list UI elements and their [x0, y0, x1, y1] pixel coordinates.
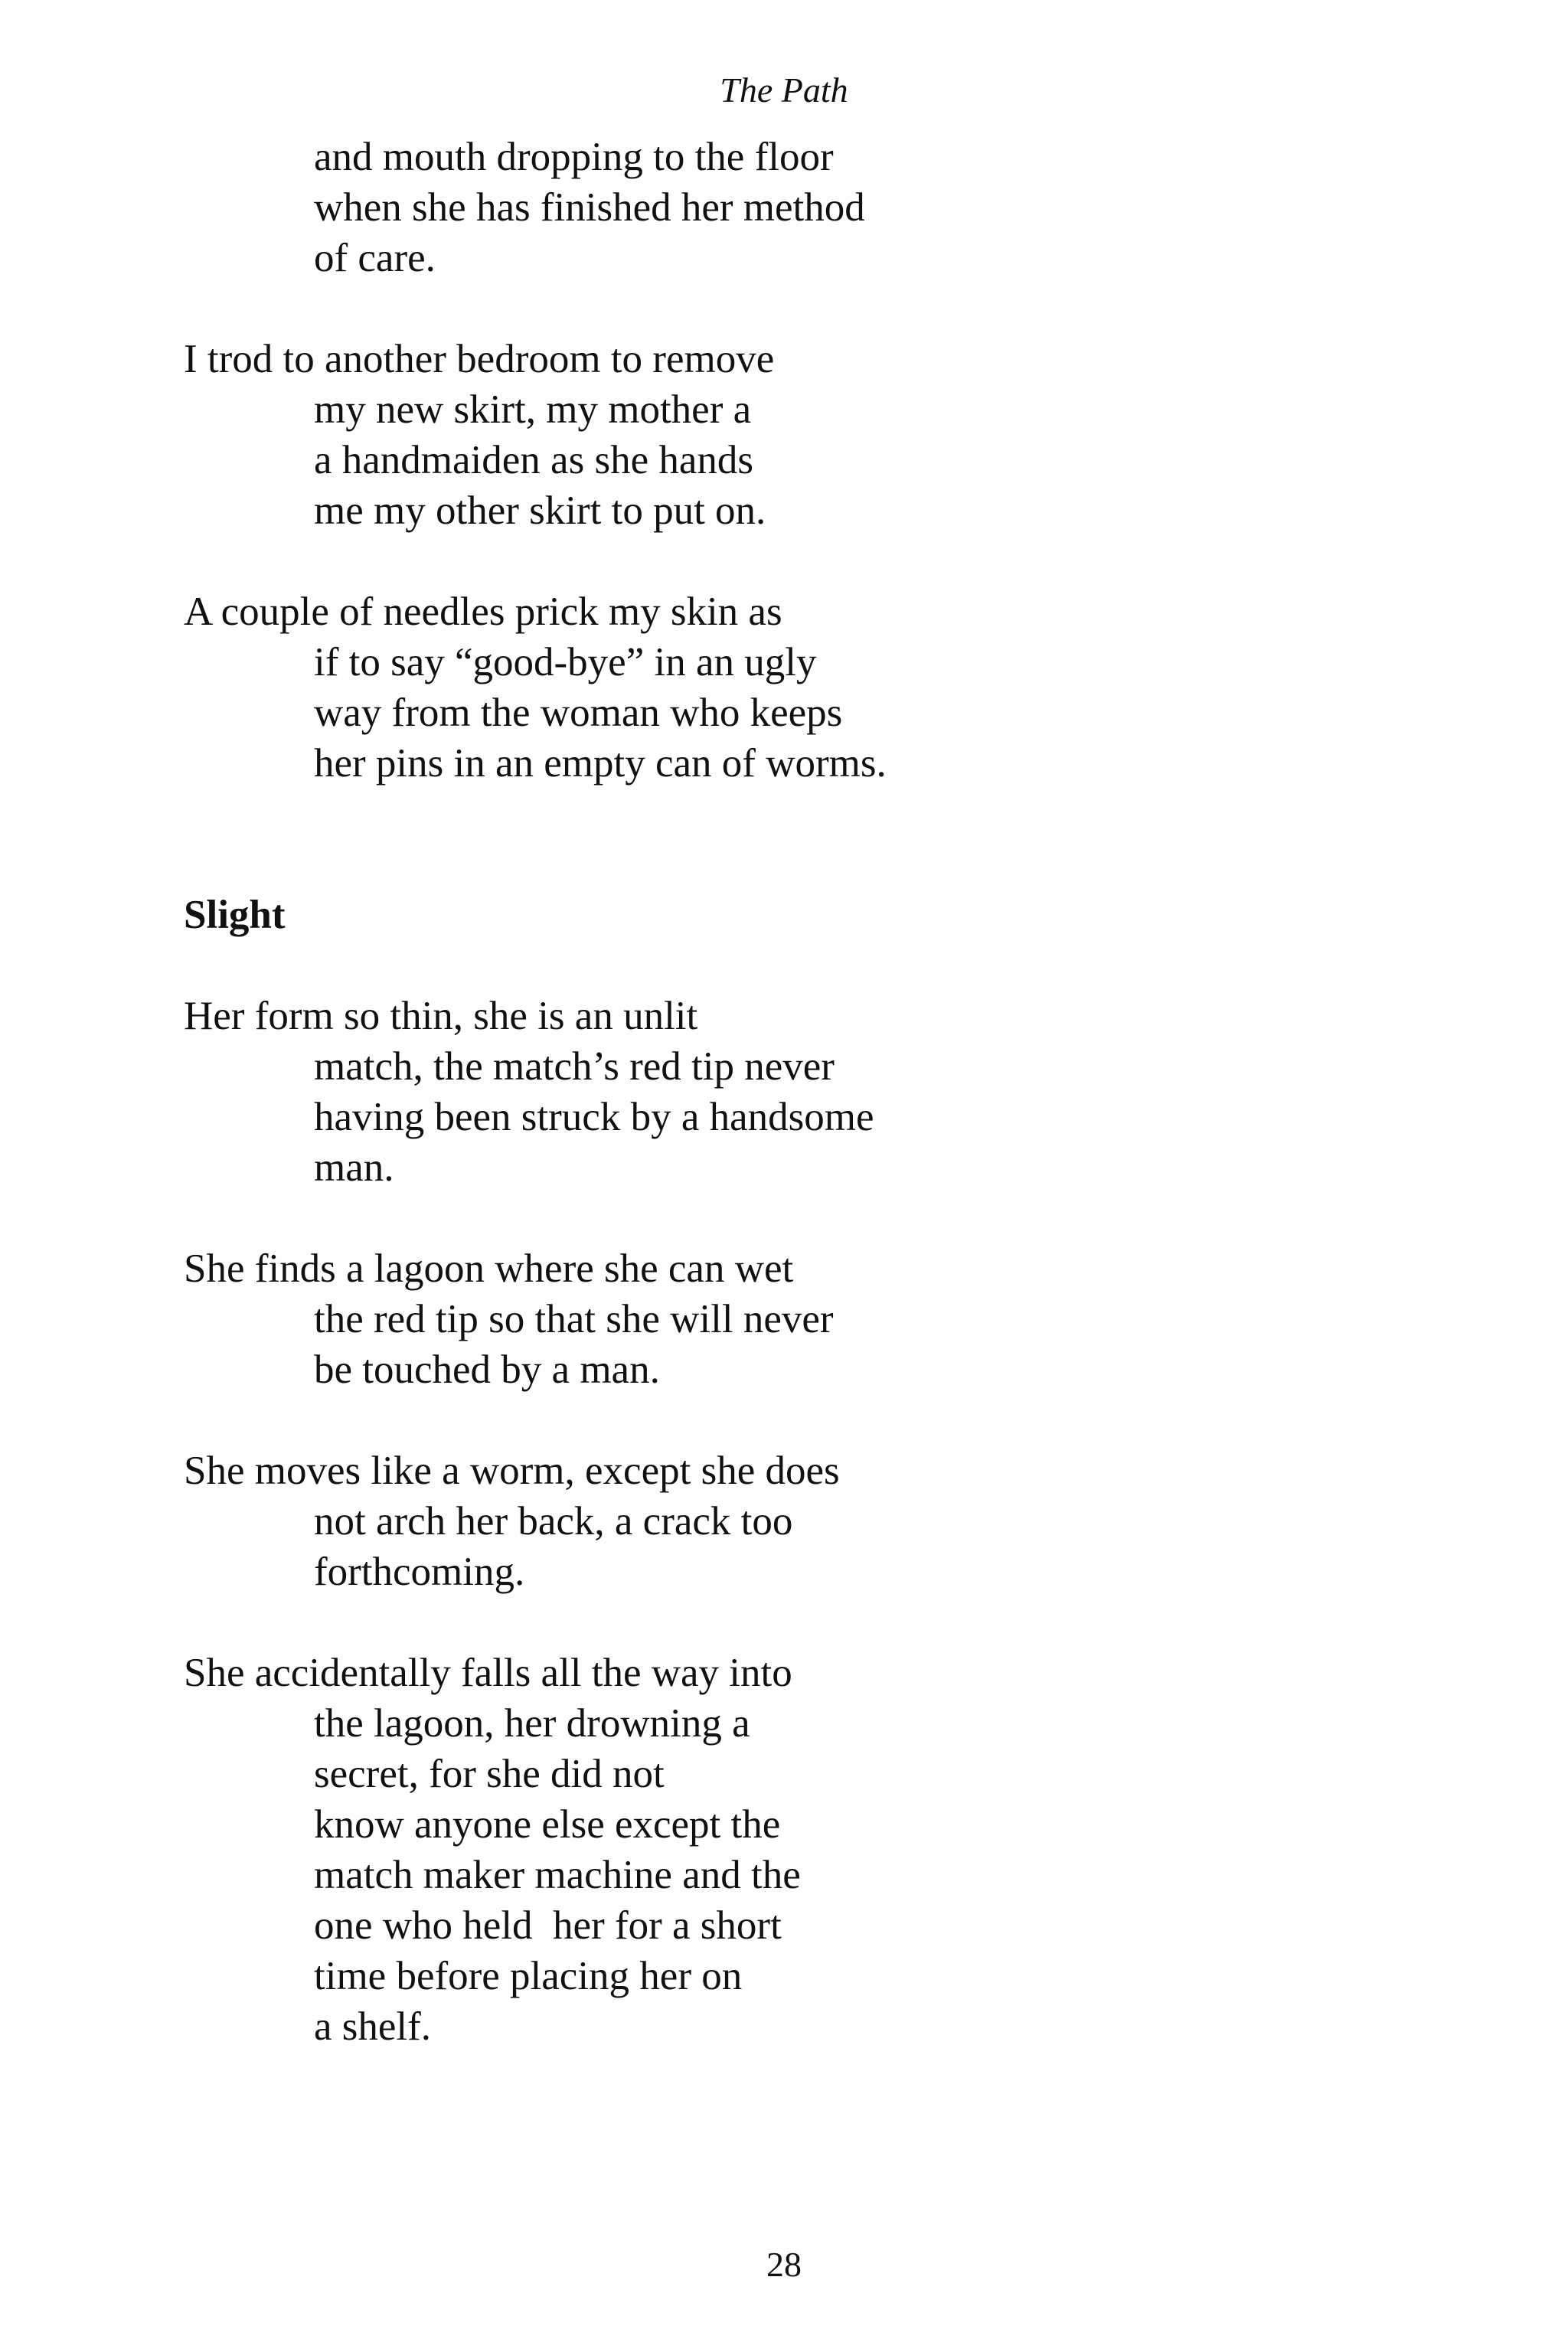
poem-line: and mouth dropping to the floor [314, 135, 834, 179]
poem-line: She accidentally falls all the way into [184, 1651, 792, 1695]
poem-stanza-3 [184, 1446, 1409, 1597]
poem-line: know anyone else except the [314, 1802, 781, 1847]
page-body [184, 132, 1409, 2052]
poem-line: She moves like a worm, except she does [184, 1449, 840, 1493]
section-break [184, 789, 1409, 890]
page-number: 28 [766, 2245, 802, 2284]
poem-line: man. [314, 1145, 394, 1190]
poem-stanza-2 [184, 1243, 1409, 1395]
poem-line: secret, for she did not [314, 1752, 665, 1796]
poem-line: when she has finished her method [314, 185, 865, 230]
poem-line: time before placing her on [314, 1954, 743, 1998]
poem-line: the lagoon, her drowning a [314, 1701, 750, 1746]
continuation-stanza-3 [184, 586, 1409, 789]
poem-line: Her form so thin, she is an unlit [184, 994, 698, 1038]
poem-line: one who held her for a short [314, 1903, 782, 1948]
poem-line: if to say “good-bye” in an ugly [314, 640, 817, 684]
stanza-break [184, 536, 1409, 586]
poem-stanza-1 [184, 991, 1409, 1193]
poem-line: way from the woman who keeps [314, 691, 843, 735]
poem-line: match, the match’s red tip never [314, 1044, 835, 1089]
poem-line: of care. [314, 236, 436, 280]
continuation-stanza-2 [184, 334, 1409, 536]
stanza-break [184, 1395, 1409, 1446]
poem-line: her pins in an empty can of worms. [314, 741, 887, 786]
poem-line: I trod to another bedroom to remove [184, 337, 775, 381]
poem-line: forthcoming. [314, 1550, 525, 1594]
poem-line: A couple of needles prick my skin as [184, 590, 782, 634]
poem-stanza-4 [184, 1648, 1409, 2052]
poem-line: my new skirt, my mother a [314, 387, 752, 432]
stanza-break [184, 1597, 1409, 1648]
poem-line: the red tip so that she will never [314, 1297, 834, 1341]
running-header: The Path [720, 70, 848, 109]
poem-line: be touched by a man. [314, 1348, 660, 1392]
poem-line: a handmaiden as she hands [314, 438, 753, 482]
poem-line: She finds a lagoon where she can wet [184, 1246, 794, 1291]
poem-line: a shelf. [314, 2004, 432, 2049]
poem-line: having been struck by a handsome [314, 1095, 874, 1139]
poem-line: match maker machine and the [314, 1853, 801, 1897]
stanza-break [184, 1193, 1409, 1243]
poem-line: me my other skirt to put on. [314, 488, 766, 533]
stanza-break [184, 283, 1409, 334]
poem-line: not arch her back, a crack too [314, 1499, 793, 1544]
poem-title: Slight [184, 893, 286, 937]
continuation-stanza-1 [184, 132, 1409, 283]
